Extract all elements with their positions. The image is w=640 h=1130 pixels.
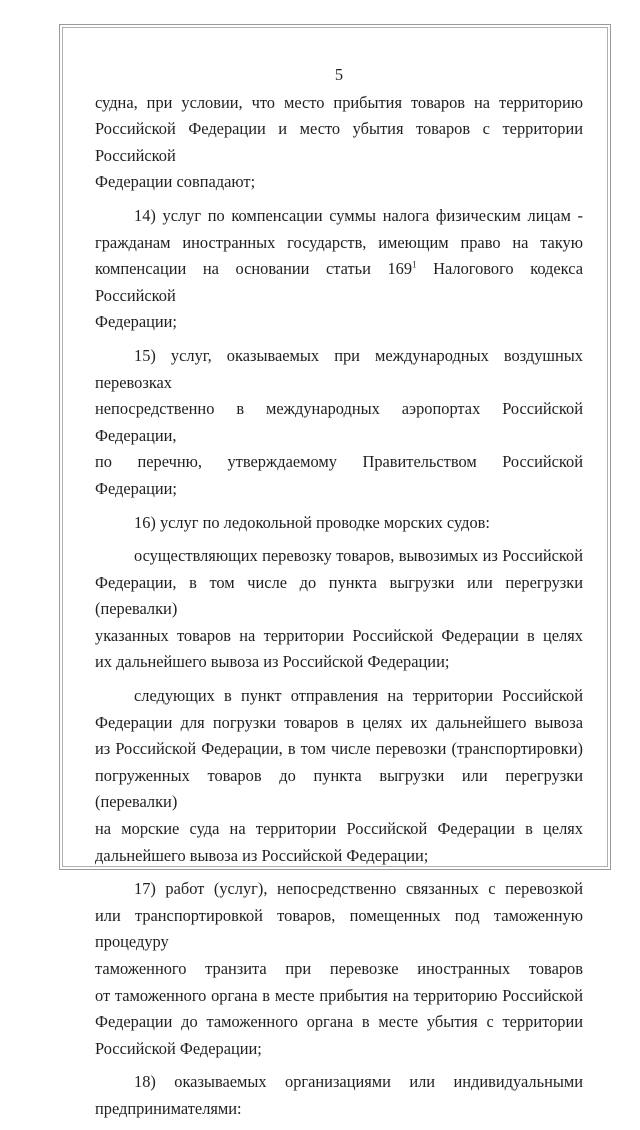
- paragraph-15: [95, 343, 583, 503]
- text-line: 18) оказываемых организациями или индивидуальными: [134, 1072, 583, 1092]
- text-line: 14) услуг по компенсации суммы налога физическим лицам -: [134, 205, 583, 225]
- text-line: от таможенного органа в месте прибытия на территорию Российской: [95, 985, 583, 1005]
- paragraph-16: [95, 510, 583, 537]
- text-line: Федерации;: [95, 312, 177, 332]
- text-line-with-footnote: [95, 256, 583, 309]
- page-number: 5: [334, 65, 344, 84]
- text-line: дальнейшего вывоза из Российской Федерации;: [95, 845, 429, 865]
- paragraph-16-a: [95, 543, 583, 676]
- text-fragment: Налогового кодекса Российской: [95, 259, 583, 305]
- paragraph-1: [95, 90, 583, 196]
- text-line: судна, при условии, что место прибытия товаров на территорию: [95, 92, 583, 112]
- text-line: 16) услуг по ледокольной проводке морских судов:: [134, 512, 490, 532]
- text-line: таможенного транзита при перевозке иностранных товаров: [95, 959, 583, 978]
- text-line: Федерации до таможенного органа в месте убытия с территории: [95, 1012, 583, 1032]
- paragraph-18: [95, 1069, 583, 1122]
- text-line: по перечню, утверждаемому Правительством Российской Федерации;: [95, 452, 583, 498]
- text-line: 15) услуг, оказываемых при международных воздушных перевозках: [95, 345, 583, 392]
- text-line: следующих в пункт отправления на территории Российской: [134, 686, 583, 706]
- text-line: Федерации совпадают;: [95, 172, 256, 192]
- paragraph-17: [95, 876, 583, 1062]
- text-line: или транспортировкой товаров, помещенных под таможенную процедуру: [95, 905, 583, 952]
- superscript-1: 1: [412, 259, 417, 270]
- text-line: на морские суда на территории Российской Федерации в целях: [95, 819, 583, 839]
- text-fragment: компенсации на основании статьи 169: [95, 259, 413, 279]
- paragraph-14: [95, 203, 583, 336]
- text-line: из Российской Федерации, в том числе перевозки (транспортировки): [95, 739, 583, 759]
- text-line: погруженных товаров до пункта выгрузки или перегрузки (перевалки): [95, 765, 583, 812]
- text-line: их дальнейшего вывоза из Российской Федерации;: [95, 652, 450, 672]
- text-line: Российской Федерации и место убытия товаров с территории Российской: [95, 119, 583, 165]
- text-line: осуществляющих перевозку товаров, вывозимых из Российской: [134, 546, 583, 566]
- text-line: гражданам иностранных государств, имеющим право на такую: [95, 232, 583, 252]
- document-body: [95, 62, 583, 1130]
- text-line: предпринимателями:: [95, 1098, 242, 1118]
- text-line: 17) работ (услуг), непосредственно связанных с перевозкой: [134, 879, 583, 899]
- paragraph-16-b: [95, 683, 583, 869]
- text-line: непосредственно в международных аэропортах Российской Федерации,: [95, 399, 583, 445]
- text-line: указанных товаров на территории Российской Федерации в целях: [95, 625, 583, 645]
- text-line: Российской Федерации;: [95, 1038, 262, 1058]
- text-line: Федерации, в том числе до пункта выгрузки или перегрузки (перевалки): [95, 572, 583, 619]
- text-line: Федерации для погрузки товаров в целях их дальнейшего вывоза: [95, 712, 583, 732]
